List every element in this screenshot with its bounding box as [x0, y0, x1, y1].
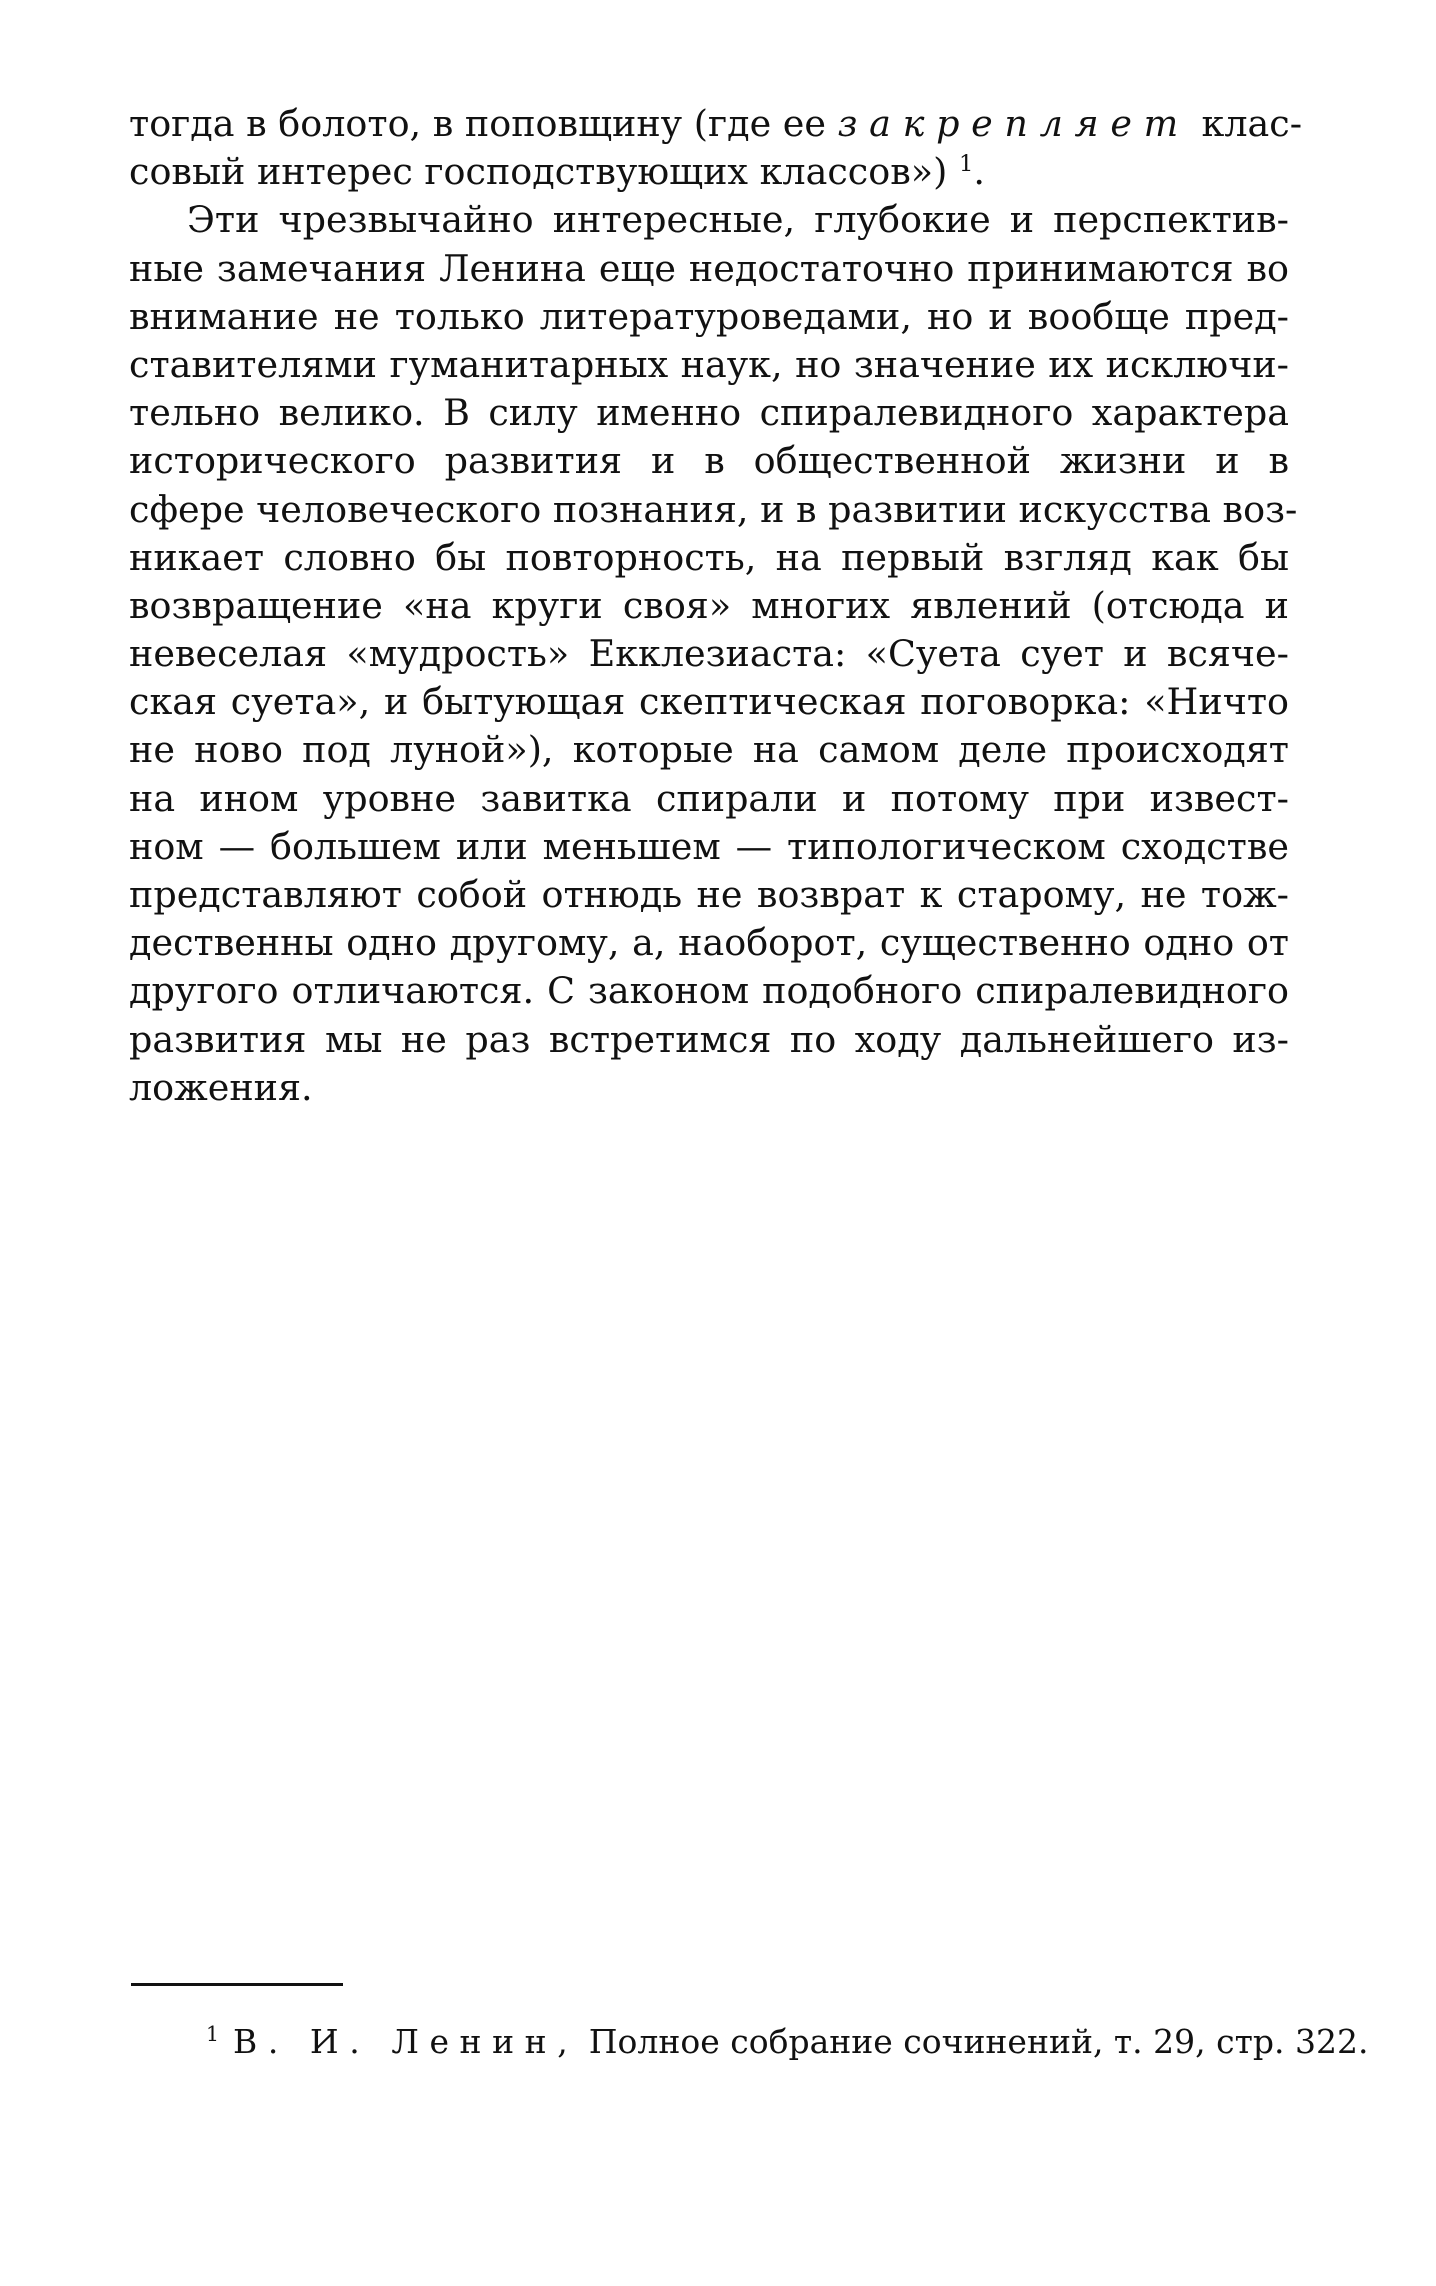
text-line: дественны одно другому, а, наоборот, существенно одно от — [129, 921, 1289, 965]
text-line: ложения. — [129, 1065, 313, 1109]
text-line: на ином уровне завитка спирали и потому при извест- — [129, 776, 1289, 820]
text-line: исторического развития и в общественной жизни и в — [129, 439, 1289, 483]
emphasized-word: закрепляет — [837, 102, 1190, 145]
text-line: другого отличаются. С законом подобного спиралевидного — [129, 969, 1289, 1013]
footnote-divider — [131, 1983, 343, 1986]
footnote-author: В. И. Ленин, — [233, 2022, 579, 2061]
text-line: внимание не только литературоведами, но и вообще пред- — [129, 294, 1289, 338]
footnote-mark: 1 — [206, 2022, 220, 2046]
text-segment: . — [973, 150, 985, 194]
text-line: ном — большем или меньшем — типологическом сходстве — [129, 824, 1289, 868]
text-line: представляют собой отнюдь не возврат к старому, не тож- — [129, 873, 1289, 916]
text-line: развития мы не раз встретимся по ходу дальнейшего из- — [129, 1017, 1289, 1061]
text-line: ные замечания Ленина еще недостаточно принимаются во — [129, 246, 1289, 290]
text-line: никает словно бы повторность, на первый взгляд как бы — [129, 535, 1289, 579]
text-line: сфере человеческого познания, и в развитии искусства воз- — [129, 487, 1298, 531]
text-line: невеселая «мудрость» Екклезиаста: «Суета сует и всяче- — [129, 632, 1289, 676]
text-segment: совый интерес господствующих классов») — [129, 150, 959, 194]
footnote-text: Полное собрание сочинений, т. 29, стр. 322. — [578, 2022, 1369, 2061]
text-line: тельно велико. В силу именно спиралевидного характера — [129, 391, 1289, 435]
text-line: ставителями гуманитарных наук, но значение их исключи- — [129, 342, 1289, 386]
text-segment: клас- — [1189, 102, 1303, 145]
text-segment: тогда в болото, в поповщину (где ее — [129, 102, 838, 145]
text-line: Эти чрезвычайно интересные, глубокие и перспектив- — [187, 198, 1289, 242]
text-line: ская суета», и бытующая скептическая поговорка: «Ничто — [129, 680, 1289, 724]
text-line — [129, 100, 1303, 148]
text-line: не ново под луной»), которые на самом деле происходят — [129, 728, 1289, 772]
footnote-reference: 1 — [958, 151, 974, 178]
text-line — [129, 148, 1289, 196]
main-text — [129, 100, 1303, 1112]
text-line: возвращение «на круги своя» многих явлений (отсюда и — [129, 583, 1289, 627]
footnote — [206, 2020, 1369, 2064]
